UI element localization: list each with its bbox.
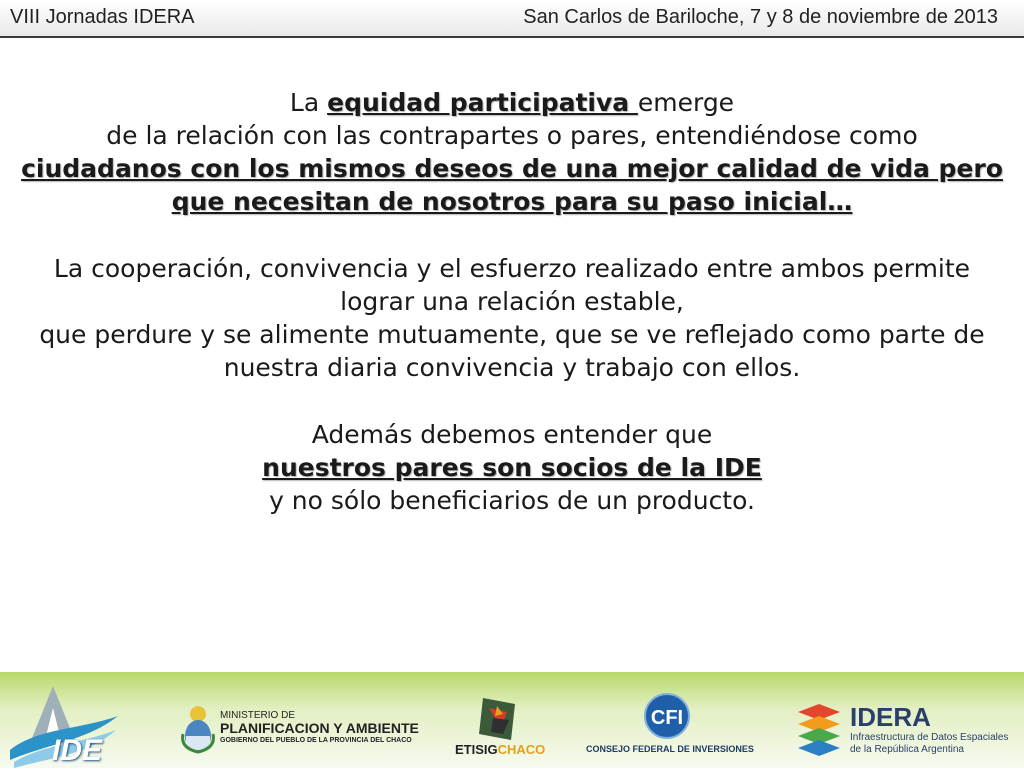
logo-footer: [0, 672, 1024, 768]
idera-name: IDERA: [850, 702, 931, 732]
cfi-text: CONSEJO FEDERAL DE INVERSIONES: [586, 744, 754, 754]
ministerio-logo: [180, 704, 442, 756]
etisig-text-part1: ETISIG: [455, 742, 498, 757]
spacer: [0, 384, 1024, 418]
p1-emphasis: equidad participativa: [327, 88, 638, 117]
ide-logo: [8, 678, 120, 768]
ministerio-line-2: PLANIFICACION Y AMBIENTE: [220, 720, 419, 736]
ministerio-line-1: MINISTERIO DE: [220, 710, 296, 721]
chaco-coat-of-arms-icon: [180, 704, 216, 754]
cfi-badge-icon: [584, 692, 750, 742]
cfi-badge-text: CFI: [650, 707, 684, 729]
cfi-logo: [584, 692, 754, 762]
paragraph-3: ciudadanos con los mismos deseos de una mejor calidad de vida pero que necesitan de nosotros para su paso inicial…: [21, 154, 1003, 216]
p1-pre: La: [289, 88, 328, 117]
slide-header: [0, 0, 1024, 38]
paragraph-7: [0, 451, 1024, 484]
etisig-text: [455, 742, 545, 757]
paragraph-6: Además debemos entender que: [311, 420, 713, 449]
paragraph-1: [0, 86, 1024, 119]
p7-emphasis: nuestros pares son socios de la IDE: [262, 453, 762, 482]
ide-logo-text: IDE: [52, 734, 103, 767]
paragraph-4: La cooperación, convivencia y el esfuerzo realizado entre ambos permite lograr una relación estable,: [53, 254, 971, 316]
paragraph-8: y no sólo beneficiarios de un producto.: [269, 486, 755, 515]
slide-body: [0, 86, 1024, 517]
idera-logo: [794, 702, 1014, 764]
etisig-text-part2: CHACO: [497, 742, 546, 757]
idera-layers-icon: [794, 702, 844, 758]
etisig-emblem-icon: [453, 694, 533, 744]
ministerio-text: [220, 710, 419, 746]
p1-post: emerge: [637, 88, 735, 117]
idera-subtitle: Infraestructura de Datos Espaciales de la República Argentina: [850, 732, 1009, 755]
event-title: VIII Jornadas IDERA: [10, 6, 195, 28]
etisig-logo: [453, 694, 575, 766]
paragraph-2: de la relación con las contrapartes o pares, entendiéndose como: [106, 121, 918, 150]
paragraph-5: que perdure y se alimente mutuamente, que se ve reflejado como parte de nuestra diaria convivencia y trabajo con ellos.: [39, 320, 985, 382]
ministerio-line-3: GOBIERNO DEL PUEBLO DE LA PROVINCIA DEL CHACO: [220, 737, 412, 744]
spacer: [0, 218, 1024, 252]
event-location-date: San Carlos de Bariloche, 7 y 8 de noviembre de 2013: [523, 6, 998, 28]
